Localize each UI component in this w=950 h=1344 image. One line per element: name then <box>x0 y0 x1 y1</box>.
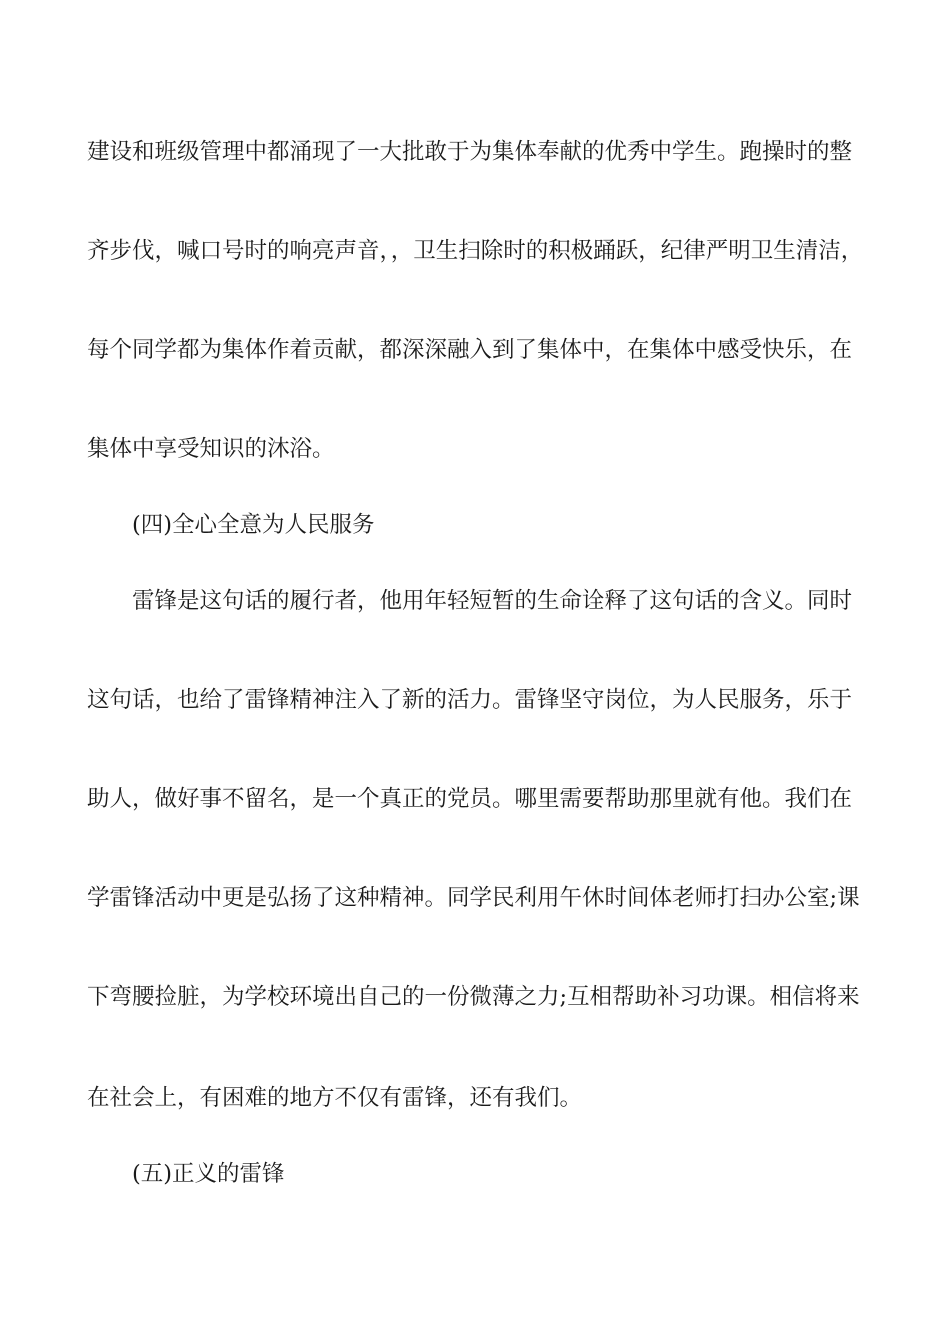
section-heading-5: (五)正义的雷锋 <box>132 1161 285 1187</box>
paragraph-line-6: 这句话，也给了雷锋精神注入了新的活力。雷锋坚守岗位，为人民服务，乐于 <box>87 687 853 713</box>
paragraph-line-4: 集体中享受知识的沐浴。 <box>87 436 335 462</box>
paragraph-line-10: 在社会上，有困难的地方不仅有雷锋，还有我们。 <box>87 1085 583 1111</box>
paragraph-line-1: 建设和班级管理中都涌现了一大批敢于为集体奉献的优秀中学生。跑操时的整 <box>87 139 853 165</box>
paragraph-line-2: 齐步伐，喊口号时的响亮声音，，卫生扫除时的积极踊跃，纪律严明卫生清洁， <box>87 238 864 264</box>
paragraph-line-7: 助人，做好事不留名，是一个真正的党员。哪里需要帮助那里就有他。我们在 <box>87 786 853 812</box>
paragraph-line-5: 雷锋是这句话的履行者，他用年轻短暂的生命诠释了这句话的含义。同时 <box>132 588 853 614</box>
paragraph-line-8: 学雷锋活动中更是弘扬了这种精神。同学民利用午休时间体老师打扫办公室;课 <box>87 885 860 911</box>
paragraph-line-9: 下弯腰捡脏，为学校环境出自己的一份微薄之力;互相帮助补习功课。相信将来 <box>87 984 860 1010</box>
section-heading-4: (四)全心全意为人民服务 <box>132 512 375 538</box>
paragraph-line-3: 每个同学都为集体作着贡献，都深深融入到了集体中，在集体中感受快乐，在 <box>87 337 853 363</box>
